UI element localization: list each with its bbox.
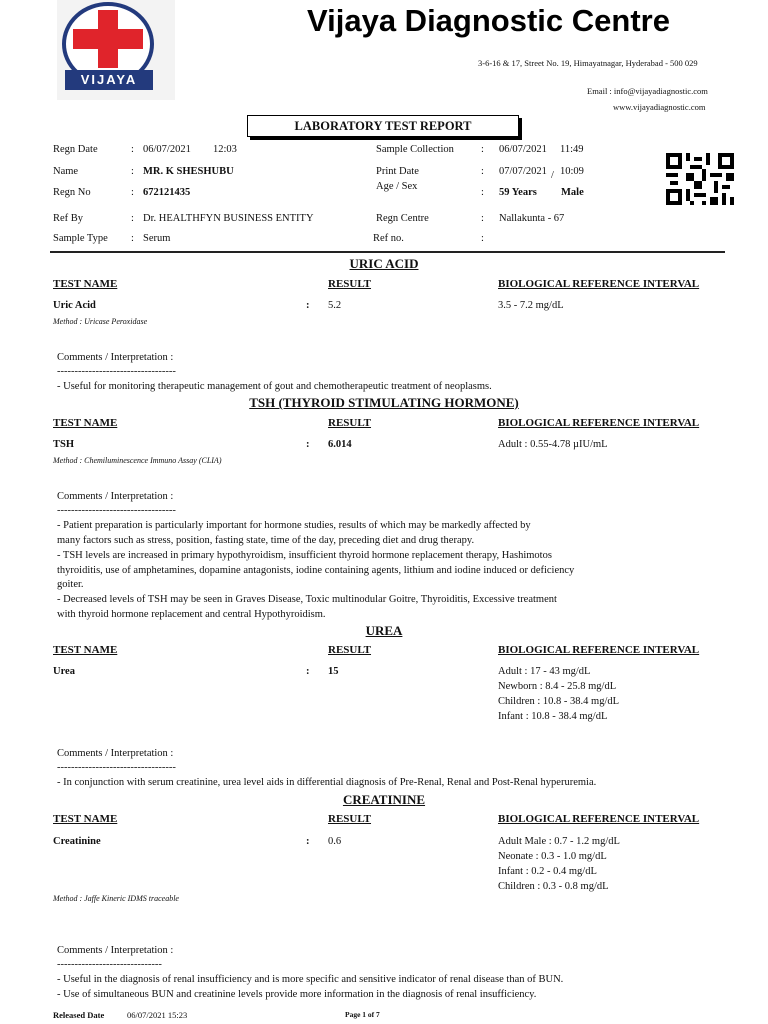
sample-type-label: Sample Type [53, 233, 108, 244]
centre-name: Vijaya Diagnostic Centre [307, 3, 670, 38]
divider [50, 251, 725, 253]
ref-by-label: Ref By [53, 213, 84, 224]
page-number: Page 1 of 7 [345, 1010, 380, 1019]
result-colon: : [306, 836, 310, 847]
reference-line: Infant : 10.8 - 38.4 mg/dL [498, 711, 608, 722]
patient-name: MR. K SHESHUBU [143, 166, 234, 177]
sample-type: Serum [143, 233, 171, 244]
colon: : [131, 213, 134, 224]
result-colon: : [306, 300, 310, 311]
reference-line: Adult : 17 - 43 mg/dL [498, 666, 591, 677]
comment-line: - Use of simultaneous BUN and creatinine levels provide more information in the diagnosis of renal insufficiency. [57, 989, 537, 1000]
name-label: Name [53, 166, 79, 177]
released-date: 06/07/2021 15:23 [127, 1010, 188, 1020]
qr-code-icon [666, 152, 734, 206]
released-date-label: Released Date [53, 1010, 105, 1020]
reference-line: Newborn : 8.4 - 25.8 mg/dL [498, 681, 617, 692]
test-result: 15 [328, 666, 339, 677]
colon: : [481, 144, 484, 155]
col-header-test-name: TEST NAME [53, 644, 118, 656]
test-name: Creatinine [53, 836, 101, 847]
sample-collection-label: Sample Collection [376, 144, 454, 155]
colon: : [131, 233, 134, 244]
section-title-tsh: TSH (THYROID STIMULATING HORMONE) [249, 395, 519, 410]
colon: : [131, 166, 134, 177]
result-colon: : [306, 439, 310, 450]
reference-line: Adult Male : 0.7 - 1.2 mg/dL [498, 836, 620, 847]
comments-label: Comments / Interpretation : [57, 491, 174, 502]
comments-divider: ---------------------------------- [57, 762, 176, 773]
test-method: Method : Chemiluminescence Immuno Assay (CLIA) [53, 456, 222, 465]
col-header-reference: BIOLOGICAL REFERENCE INTERVAL [498, 644, 700, 656]
print-time: 10:09 [560, 166, 584, 177]
report-title: LABORATORY TEST REPORT [247, 115, 519, 137]
comment-line: - Useful for monitoring therapeutic management of gout and chemotherapeutic treatment of neoplasms. [57, 381, 492, 392]
test-method: Method : Uricase Peroxidase [53, 317, 148, 326]
comment-line: thyroiditis, use of amphetamines, dopamine antagonists, iodine containing agents, lithium and iodine induced or deficiency [57, 565, 575, 576]
col-header-result: RESULT [328, 417, 372, 429]
colon: : [131, 187, 134, 198]
test-name: Uric Acid [53, 300, 96, 311]
reference-line: Neonate : 0.3 - 1.0 mg/dL [498, 851, 607, 862]
ref-no-label: Ref no. [373, 233, 404, 244]
age-sex-label: Age / Sex [376, 181, 418, 192]
reference-line: Infant : 0.2 - 0.4 mg/dL [498, 866, 597, 877]
result-colon: : [306, 666, 310, 677]
test-method: Method : Jaffe Kineric IDMS traceable [53, 894, 179, 903]
print-date: 07/07/2021 [499, 166, 547, 177]
comments-divider: ------------------------------ [57, 959, 162, 970]
comment-line: with thyroid hormone replacement and central Hypothyroidism. [57, 609, 326, 620]
col-header-reference: BIOLOGICAL REFERENCE INTERVAL [498, 278, 700, 290]
comments-label: Comments / Interpretation : [57, 945, 174, 956]
colon: : [481, 213, 484, 224]
comment-line: - Patient preparation is particularly important for hormone studies, results of which may be markedly affected by [57, 520, 531, 531]
regn-date-label: Regn Date [53, 144, 98, 155]
section-title-urea: UREA [365, 623, 403, 638]
comment-line: - In conjunction with serum creatinine, urea level aids in differential diagnosis of Pre-Renal, Renal and Post-Renal hyperuremia. [57, 777, 597, 788]
print-date-label: Print Date [376, 166, 419, 177]
comment-line: - Useful in the diagnosis of renal insufficiency and is more specific and sensitive indicator of renal disease than of BUN. [57, 974, 564, 985]
regn-centre: Nallakunta - 67 [499, 213, 565, 224]
section-title-creatinine: CREATININE [342, 792, 426, 807]
logo-text: VIJAYA [80, 72, 138, 87]
patient-age: 59 Years [499, 187, 537, 198]
colon: : [481, 166, 484, 177]
logo [57, 0, 175, 100]
comments-label: Comments / Interpretation : [57, 352, 174, 363]
regn-no-label: Regn No [53, 187, 91, 198]
centre-email: Email : info@vijayadiagnostic.com [587, 86, 708, 96]
sample-collection-date: 06/07/2021 [499, 144, 547, 155]
regn-time: 12:03 [213, 144, 237, 155]
col-header-result: RESULT [328, 813, 372, 825]
print-date-slash: / [551, 170, 554, 181]
reference-line: Children : 10.8 - 38.4 mg/dL [498, 696, 620, 707]
comments-divider: ---------------------------------- [57, 366, 176, 377]
reference-line: Children : 0.3 - 0.8 mg/dL [498, 881, 609, 892]
test-result: 5.2 [328, 300, 342, 311]
col-header-reference: BIOLOGICAL REFERENCE INTERVAL [498, 813, 700, 825]
comment-line: goiter. [57, 579, 84, 590]
test-result: 0.6 [328, 836, 342, 847]
comment-line: - Decreased levels of TSH may be seen in Graves Disease, Toxic multinodular Goitre, Thyroiditis, Excessive treatment [57, 594, 557, 605]
ref-by: Dr. HEALTHFYN BUSINESS ENTITY [143, 213, 314, 224]
section-title-uric-acid: URIC ACID [349, 256, 419, 271]
regn-centre-label: Regn Centre [376, 213, 429, 224]
col-header-result: RESULT [328, 644, 372, 656]
col-header-reference: BIOLOGICAL REFERENCE INTERVAL [498, 417, 700, 429]
test-name: TSH [53, 439, 75, 450]
patient-sex: Male [561, 187, 584, 198]
centre-website[interactable]: www.vijayadiagnostic.com [613, 102, 706, 112]
col-header-result: RESULT [328, 278, 372, 290]
colon: : [481, 187, 484, 198]
comment-line: many factors such as stress, position, fasting state, time of the day, preceding diet and drug therapy. [57, 535, 475, 546]
colon: : [131, 144, 134, 155]
test-reference: Adult : 0.55-4.78 µIU/mL [498, 439, 608, 450]
centre-address: 3-6-16 & 17, Street No. 19, Himayatnagar, Hyderabad - 500 029 [478, 58, 698, 68]
comments-divider: ---------------------------------- [57, 505, 176, 516]
regn-no: 672121435 [143, 187, 191, 198]
col-header-test-name: TEST NAME [53, 417, 118, 429]
regn-date: 06/07/2021 [143, 144, 191, 155]
comment-line: - TSH levels are increased in primary hypothyroidism, insufficient thyroid hormone replacement therapy, Hashimotos [57, 550, 552, 561]
test-result: 6.014 [328, 439, 352, 450]
sample-collection-time: 11:49 [560, 144, 584, 155]
comments-label: Comments / Interpretation : [57, 748, 174, 759]
test-reference: 3.5 - 7.2 mg/dL [498, 300, 564, 311]
col-header-test-name: TEST NAME [53, 813, 118, 825]
colon: : [481, 233, 484, 244]
col-header-test-name: TEST NAME [53, 278, 118, 290]
test-name: Urea [53, 666, 75, 677]
